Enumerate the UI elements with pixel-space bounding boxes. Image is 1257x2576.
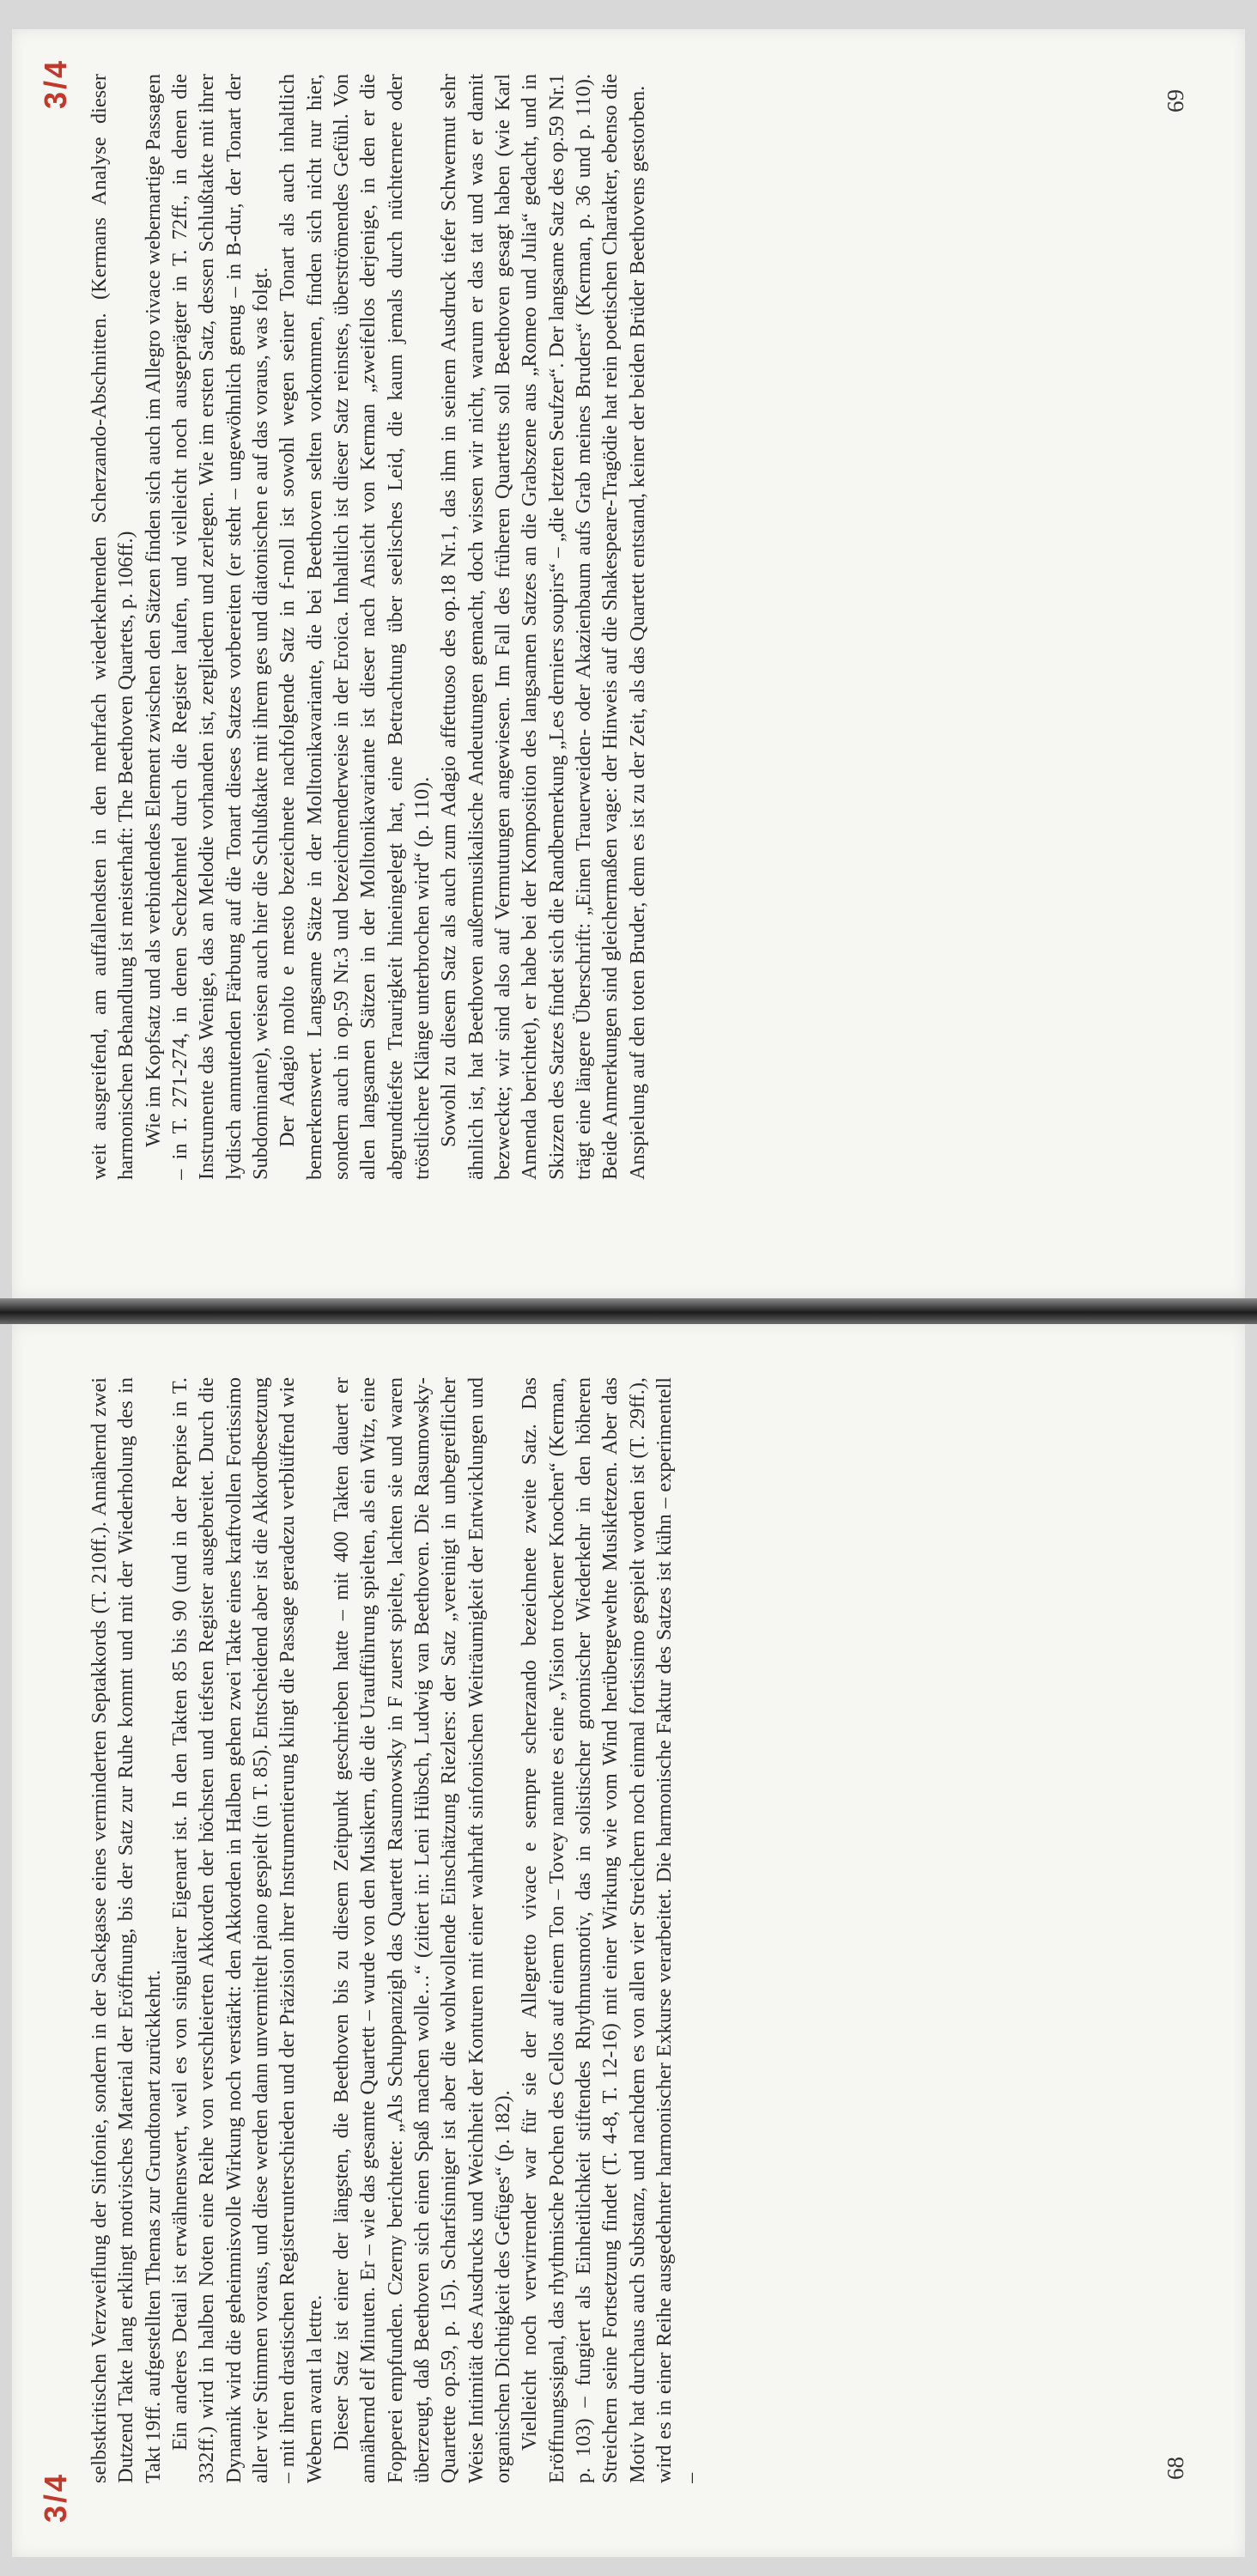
paragraph: Dieser Satz ist einer der längsten, die Beethoven bis zu diesem Zeitpunkt geschrieben hatte – mit 400 Takten dauert er annähernd elf Minuten. Er – wie das gesamte Quartett – wurde von den Musikern, die die Uraufführung spielten, als ein Witz, eine Fopperei empfunden. Czerny berichtete: „Als Schuppanzigh das Quartett Rasumowsky in F zuerst spielte, lachten sie und waren überzeugt, daß Beethoven sich einen Spaß machen wolle…“ (zitiert in: Leni Hübsch, Ludwig van Beethoven. Die Rasumowsky-Quartette op.59, p. 15). Scharfsinniger ist aber die wohlwollende Einschätzung Riezlers: der Satz „vereinigt in unbegreiflicher Weise Intimität des Ausdrucks und Weichheit der Konturen mit einer wahrhaft sinfonischen Weiträumigkeit der Entwicklungen und organischen Dichtigkeit des Gefüges“ (p. 182). xyxy=(329,1377,514,2483)
book-gutter xyxy=(0,1298,1257,1324)
paragraph: Vielleicht noch verwirrender war für sie der Allegretto vivace e sempre scherzando bezeichnete zweite Satz. Das Eröffnungssignal, das rhythmische Pochen des Cellos auf einem Ton – Tovey nannte es eine „Vision trockener Knochen“ (Kerman, p. 103) – fungiert als Einheitlichkeit stiftendes Rhythmusmotiv, das in solistischer gnomischer Wiederkehr in den höheren Streichern seine Fortsetzung findet (T. 4-8, T. 12-16) mit einer Wirkung wie vom Wind herübergewehte Musikfetzen. Aber das Motiv hat durchaus auch Substanz, und nachdem es von allen vier Streichern noch einmal fortissimo gespielt worden ist (T. 29ff.), wird es in einer Reihe ausgedehnter harmonischer Exkurse verarbeitet. Die harmonische Faktur des Satzes ist kühn – experimentell – xyxy=(518,1377,703,2483)
paragraph: Der Adagio molto e mesto bezeichnete nachfolgende Satz in f-moll ist sowohl wegen seiner Tonart als auch inhaltlich bemerkenswert. Langsame Sätze in der Molltonikavariante, die bei Beethoven selten vorkommen, finden sich nicht nur hier, sondern auch in op.59 Nr.3 und bezeichnenderweise in der Eroica. Inhaltlich ist dieser Satz reinstes, überströmendes Gefühl. Von allen langsamen Sätzen in der Molltonikavariante ist dieser nach Ansicht von Kerman „zweifellos derjenige, in den er die abgrundtiefste Traurigkeit hineingelegt hat, eine Betrachtung über seelisches Leid, die kaum jemals durch nüchternere oder tröstlichere Klänge unterbrochen wird“ (p. 110). xyxy=(276,74,434,1180)
left-text-column xyxy=(86,1377,1133,2483)
paragraph: Ein anderes Detail ist erwähnenswert, weil es von singulärer Eigenart ist. In den Takten 85 bis 90 (und in der Reprise in T. 332ff.) wird in halben Noten eine Reihe von verschleierten Akkorden der höchsten und tiefsten Register ausgebreitet. Durch die Dynamik wird die geheimnisvolle Wirkung noch verstärkt: den Akkorden in Halben gehen zwei Takte eines kraftvollen Fortissimo aller vier Stimmen voraus, und diese werden dann unvermittelt piano gespielt (in T. 85). Entscheidend aber ist die Akkordbesetzung – mit ihren drastischen Registerunterschieden und der Präzision ihrer Instrumentierung klingt die Passage geradezu verblüffend wie Webern avant la lettre. xyxy=(167,1377,326,2483)
paragraph: Sowohl zu diesem Satz als auch zum Adagio affettuoso des op.18 Nr.1, das ihm in seinem Ausdruck tiefer Schwermut sehr ähnlich ist, hat Beethoven außermusikalische Andeutungen gemacht, doch wissen wir nicht, warum er das tat und was er damit bezweckte; wir sind also auf Vermutungen angewiesen. Im Fall des früheren Quartetts soll Beethoven gesagt haben (wie Karl Amenda berichtet), er habe bei der Komposition des langsamen Satzes an die Grabszene aus „Romeo und Julia“ gedacht, und in Skizzen des Satzes findet sich die Randbemerkung „Les derniers soupirs“ – „die letzten Seufzer“. Der langsame Satz des op.59 Nr.1 trägt eine längere Überschrift: „Einen Trauerweiden- oder Akazienbaum aufs Grab meines Bruders“ (Kerman, p. 36 und p. 110). Beide Anmerkungen sind gleichermaßen vage: der Hinweis auf die Shakespeare-Tragödie hat rein poetischen Charakter, ebenso die Anspielung auf den toten Bruder, denn es ist zu der Zeit, als das Quartett entstand, keiner der beiden Brüder Beethovens gestorben. xyxy=(437,74,649,1180)
page-number-right: 69 xyxy=(1163,89,1188,112)
chapter-label-left: 3/4 xyxy=(38,2471,73,2523)
chapter-label-right: 3/4 xyxy=(38,58,73,110)
paragraph: selbstkritischen Verzweiflung der Sinfonie, sondern in der Sackgasse eines verminderten Septakkords (T. 210ff.). Annähernd zwei Dutzend Takte lang erklingt motivisches Material der Eröffnung, bis der Satz zur Ruhe kommt und mit der Wiederholung des in Takt 19ff. aufgestellten Themas zur Grundtonart zurückkehrt. xyxy=(88,1377,165,2483)
left-page xyxy=(12,1324,1245,2557)
right-text-column xyxy=(86,74,1133,1180)
right-page xyxy=(12,29,1245,1298)
paragraph: weit ausgreifend, am auffallendsten in den mehrfach wiederkehrenden Scherzando-Abschnitten. (Kermans Analyse dieser harmonischen Behandlung ist meisterhaft: The Beethoven Quartets, p. 106ff.) xyxy=(88,74,138,1180)
paragraph: Wie im Kopfsatz und als verbindendes Element zwischen den Sätzen finden sich auch im Allegro vivace webernartige Passagen – in T. 271-274, in denen Sechzehntel durch die Register laufen, und vielleicht noch ausgeprägter in T. 72ff., in denen die Instrumente das Wenige, das an Melodie vorhanden ist, zergliedern und zerlegen. Wie im ersten Satz, dessen Schlußtakte mit ihrer lydisch anmutenden Färbung auf die Tonart dieses Satzes vorbereiten (er steht – ungewöhnlich genug – in B-dur, der Tonart der Subdominante), weisen auch hier die Schlußtakte mit ihrem ges und diatonischen e auf das voraus, was folgt. xyxy=(141,74,272,1180)
page-number-left: 68 xyxy=(1163,2457,1188,2480)
